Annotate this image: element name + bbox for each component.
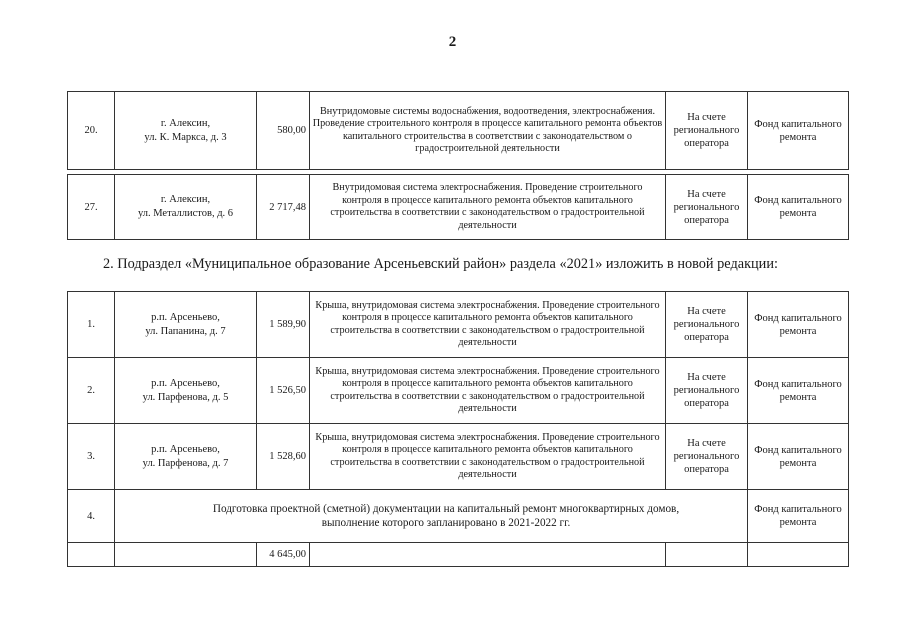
row-number: 2. xyxy=(68,358,115,424)
work-description-cell: Крыша, внутридомовая система электроснабжения. Проведение строительного контроля в процессе капитального ремонта объектов капитального строительства в соответствии с законодательством о градостроительной деятельности xyxy=(310,292,666,358)
table-row xyxy=(68,175,849,240)
total-amount-cell: 4 645,00 xyxy=(257,543,310,567)
fund-cell: Фонд капитального ремонта xyxy=(748,292,849,358)
address-line: р.п. Арсеньево, xyxy=(151,377,220,389)
empty-cell xyxy=(666,543,748,567)
fund-cell: Фонд капитального ремонта xyxy=(748,424,849,490)
page-number: 2 xyxy=(448,34,457,50)
address-cell xyxy=(115,292,257,358)
address-cell xyxy=(115,424,257,490)
fund-cell: Фонд капитального ремонта xyxy=(748,175,849,240)
row-number: 3. xyxy=(68,424,115,490)
table-bottom xyxy=(67,291,849,567)
method-cell: На счете регионального оператора xyxy=(666,175,748,240)
row-number: 4. xyxy=(68,490,115,543)
empty-cell xyxy=(310,543,666,567)
address-line: р.п. Арсеньево, xyxy=(151,311,220,323)
section-heading: 2. Подраздел «Муниципальное образование Арсеньевский район» раздела «2021» изложить в новой редакции: xyxy=(103,256,778,272)
method-cell: На счете регионального оператора xyxy=(666,424,748,490)
empty-cell xyxy=(748,543,849,567)
address-cell xyxy=(115,358,257,424)
empty-cell xyxy=(68,543,115,567)
address-line: г. Алексин, xyxy=(160,194,211,205)
amount-cell: 1 528,60 xyxy=(257,424,310,490)
address-line: г. Алексин, xyxy=(160,117,211,129)
address-cell xyxy=(115,92,257,170)
address-line: ул. Папанина, д. 7 xyxy=(145,325,226,337)
address-line: р.п. Арсеньево, xyxy=(151,443,220,455)
work-description-cell: Крыша, внутридомовая система электроснабжения. Проведение строительного контроля в процессе капитального ремонта объектов капитального строительства в соответствии с законодательством о градостроительной деятельности xyxy=(310,424,666,490)
fund-cell: Фонд капитального ремонта xyxy=(748,92,849,170)
address-line: ул. Парфенова, д. 5 xyxy=(142,391,229,403)
method-cell: На счете регионального оператора xyxy=(666,92,748,170)
table-row xyxy=(68,292,849,358)
total-row xyxy=(68,543,849,567)
table-row xyxy=(68,92,849,170)
amount-cell: 2 717,48 xyxy=(257,175,310,240)
empty-cell xyxy=(115,543,257,567)
work-description-cell: Крыша, внутридомовая система электроснабжения. Проведение строительного контроля в процессе капитального ремонта объектов капитального строительства в соответствии с законодательством о градостроительной деятельности xyxy=(310,358,666,424)
row-number: 1. xyxy=(68,292,115,358)
address-cell xyxy=(115,175,257,240)
design-documentation-cell: Подготовка проектной (сметной) документации на капитальный ремонт многоквартирных домов, выполнение которого запланировано в 2021-2022 гг. xyxy=(115,490,748,543)
address-line: ул. К. Маркса, д. 3 xyxy=(144,131,227,143)
table-row xyxy=(68,490,849,543)
amount-cell: 1 589,90 xyxy=(257,292,310,358)
work-description-cell: Внутридомовая система электроснабжения. Проведение строительного контроля в процессе капитального ремонта объектов капитального строительства в соответствии с законодательством о градостроительной деятельности xyxy=(310,175,666,240)
table-top xyxy=(67,91,849,170)
table-row xyxy=(68,424,849,490)
row-number: 20. xyxy=(68,92,115,170)
fund-cell: Фонд капитального ремонта xyxy=(748,358,849,424)
address-line: ул. Металлистов, д. 6 xyxy=(137,208,234,219)
work-description-cell: Внутридомовые системы водоснабжения, водоотведения, электроснабжения. Проведение строительного контроля в процессе капитального ремонта объектов капитального строительства в соответствии с законодательством о градостроительной деятельности xyxy=(310,92,666,170)
address-line: ул. Парфенова, д. 7 xyxy=(142,457,229,469)
table-mid xyxy=(67,174,849,240)
row-number: 27. xyxy=(68,175,115,240)
table-row xyxy=(68,358,849,424)
method-cell: На счете регионального оператора xyxy=(666,292,748,358)
fund-cell: Фонд капитального ремонта xyxy=(748,490,849,543)
method-cell: На счете регионального оператора xyxy=(666,358,748,424)
amount-cell: 1 526,50 xyxy=(257,358,310,424)
amount-cell: 580,00 xyxy=(257,92,310,170)
